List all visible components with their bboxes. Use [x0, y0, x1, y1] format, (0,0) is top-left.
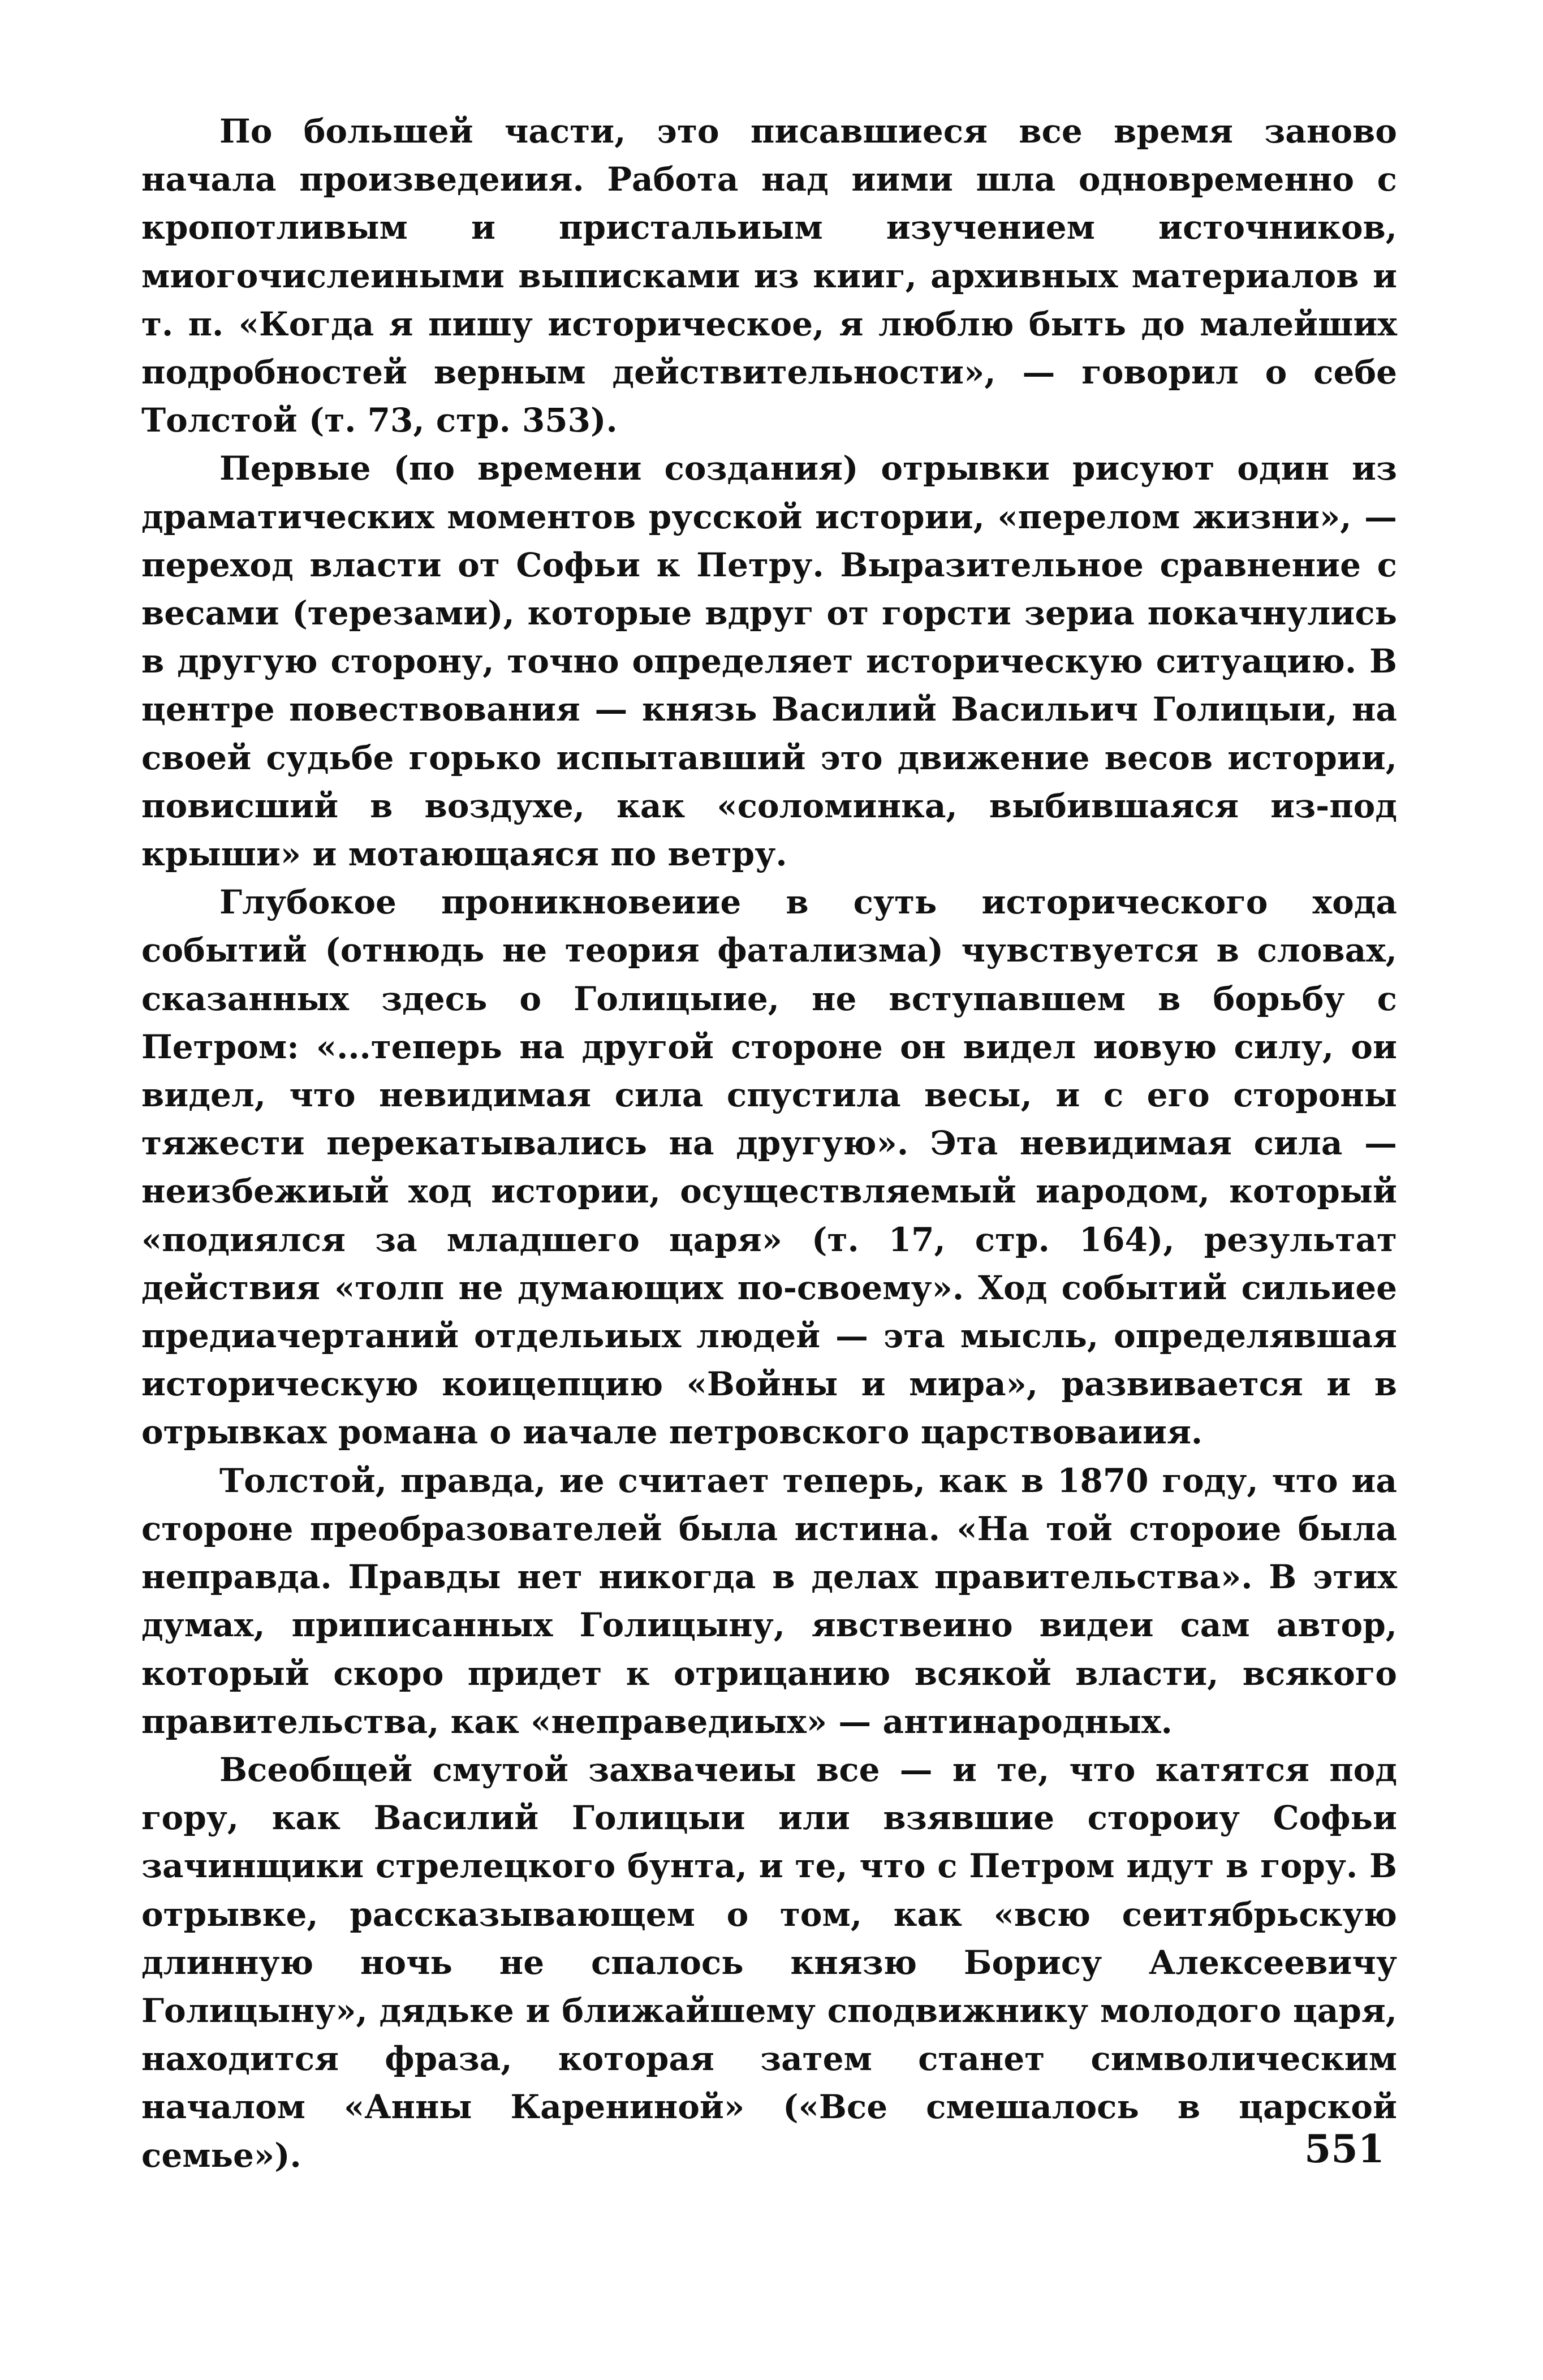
- paragraph-3: Глубокое проникновеиие в суть исторического хода событий (отнюдь не теория фатализма) чувствуется в словах, сказанных здесь о Голицыие, не вступавшем в борьбу с Петром: «...теперь на другой стороне он видел иовую силу, ои видел, что невидимая сила спустила весы, и с его стороны тяжести перекатывались на другую». Эта невидимая сила — неизбежиый ход истории, осуществляемый иародом, который «подиялся за младшего царя» (т. 17, стр. 164), результат действия «толп не думающих по-своему». Ход событий сильиее предиачертаний отдельиых людей — эта мысль, определявшая историческую коицепцию «Войны и мира», развивается и в отрывках романа о иачале петровского царствоваиия.: [141, 883, 1397, 1452]
- body-text: [141, 107, 1397, 2180]
- paragraph-5: Всеобщей смутой захвачеиы все — и те, что катятся под гору, как Василий Голицыи или взявшие стороиу Софьи зачинщики стрелецкого бунта, и те, что с Петром идут в гору. В отрывке, рассказывающем о том, как «всю сеитябрьскую длинную ночь не спалось князю Борису Алексеевичу Голицыну», дядьке и ближайшему сподвижнику молодого царя, находится фраза, которая затем станет символическим началом «Анны Карениной» («Все смешалось в царской семье»).: [141, 1750, 1397, 2175]
- page-number: 551: [1304, 2127, 1385, 2172]
- paragraph-2: Первые (по времени создания) отрывки рисуют один из драматических моментов русской истории, «перелом жизни», — переход власти от Софьи к Петру. Выразительное сравнение с весами (терезами), которые вдруг от горсти зериа покачнулись в другую сторону, точно определяет историческую ситуацию. В центре повествования — князь Василий Васильич Голицыи, на своей судьбе горько испытавший это движение весов истории, повисший в воздухе, как «соломинка, выбившаяся из-под крыши» и мотающаяся по ветру.: [141, 449, 1397, 874]
- paragraph-1: По большей части, это писавшиеся все время заново начала произведеиия. Работа над иими шла одновременно с кропотливым и пристальиым изучением источников, миогочислеиными выписками из кииг, архивных материалов и т. п. «Когда я пишу историческое, я люблю быть до малейших подробностей верным действительности», — говорил о себе Толстой (т. 73, стр. 353).: [141, 112, 1397, 440]
- paragraph-4: Толстой, правда, ие считает теперь, как в 1870 году, что иа стороне преобразователей была истина. «На той стороие была неправда. Правды нет никогда в делах правительства». В этих думах, приписанных Голицыну, явствеино видеи сам автор, который скоро придет к отрицанию всякой власти, всякого правительства, как «неправедиых» — антинародных.: [141, 1461, 1397, 1741]
